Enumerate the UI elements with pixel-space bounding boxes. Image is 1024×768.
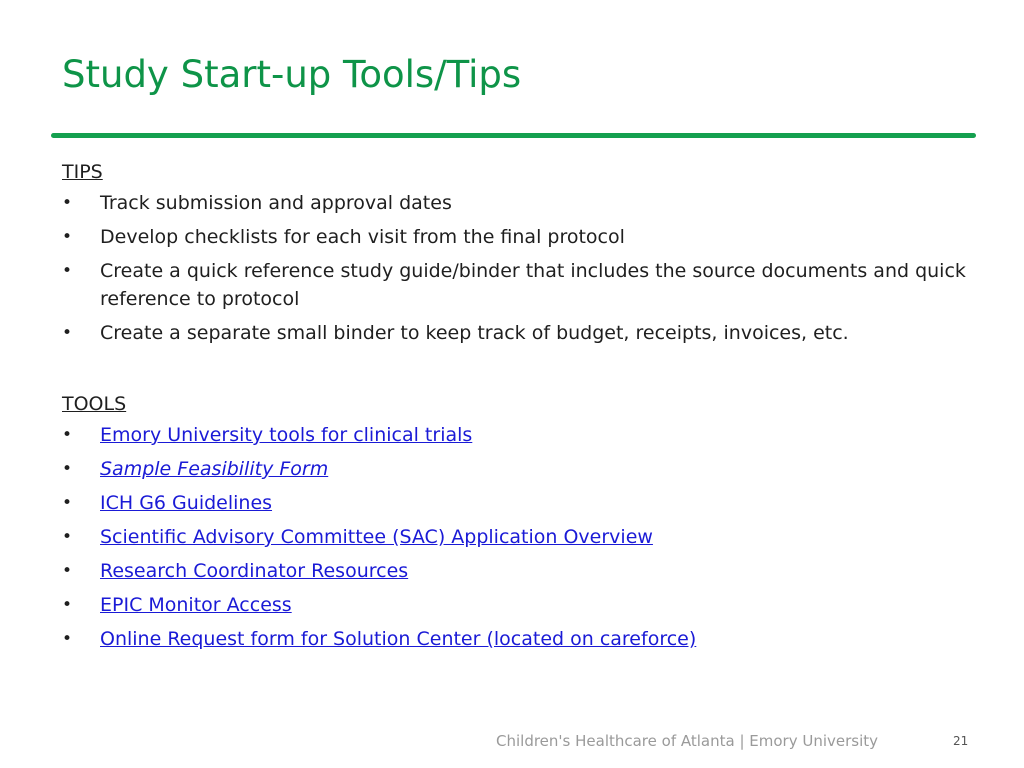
footer-text: Children's Healthcare of Atlanta | Emory University xyxy=(496,732,879,750)
tip-text: Create a separate small binder to keep track of budget, receipts, invoices, etc. xyxy=(100,322,849,344)
link-epic-monitor-access[interactable]: EPIC Monitor Access xyxy=(100,594,292,616)
page-number: 21 xyxy=(953,734,969,748)
tip-item xyxy=(62,189,972,217)
tip-item xyxy=(62,257,972,313)
tips-list xyxy=(62,189,972,347)
bullet-icon: • xyxy=(62,459,73,479)
link-research-coordinator-resources[interactable]: Research Coordinator Resources xyxy=(100,560,409,582)
bullet-icon: • xyxy=(62,227,73,247)
tip-text: Track submission and approval dates xyxy=(100,192,452,214)
tool-item xyxy=(62,421,972,449)
tool-item xyxy=(62,489,972,517)
tool-item xyxy=(62,625,972,653)
tool-item xyxy=(62,455,972,483)
bullet-icon: • xyxy=(62,493,73,513)
bullet-icon: • xyxy=(62,425,73,445)
tool-item xyxy=(62,591,972,619)
tip-text: Develop checklists for each visit from the final protocol xyxy=(100,226,625,248)
bullet-icon: • xyxy=(62,193,73,213)
bullet-icon: • xyxy=(62,595,73,615)
link-sample-feasibility-form[interactable]: Sample Feasibility Form xyxy=(100,458,329,480)
tip-item xyxy=(62,223,972,251)
bullet-icon: • xyxy=(62,323,73,343)
bullet-icon: • xyxy=(62,629,73,649)
bullet-icon: • xyxy=(62,527,73,547)
section-spacer xyxy=(62,353,972,387)
title-divider xyxy=(51,133,976,138)
tool-item xyxy=(62,557,972,585)
tips-heading: TIPS xyxy=(62,161,103,183)
tools-list xyxy=(62,421,972,653)
tip-text: Create a quick reference study guide/binder that includes the source documents and quick reference to protocol xyxy=(100,260,966,310)
link-solution-center-request[interactable]: Online Request form for Solution Center (located on careforce) xyxy=(100,628,697,650)
tip-item xyxy=(62,319,972,347)
link-emory-tools[interactable]: Emory University tools for clinical trials xyxy=(100,424,473,446)
bullet-icon: • xyxy=(62,561,73,581)
link-ich-guidelines[interactable]: ICH G6 Guidelines xyxy=(100,492,273,514)
tool-item xyxy=(62,523,972,551)
tools-heading: TOOLS xyxy=(62,393,127,415)
slide-body xyxy=(62,155,972,659)
slide-title: Study Start-up Tools/Tips xyxy=(62,53,522,96)
link-sac-overview[interactable]: Scientific Advisory Committee (SAC) Application Overview xyxy=(100,526,653,548)
bullet-icon: • xyxy=(62,261,73,281)
